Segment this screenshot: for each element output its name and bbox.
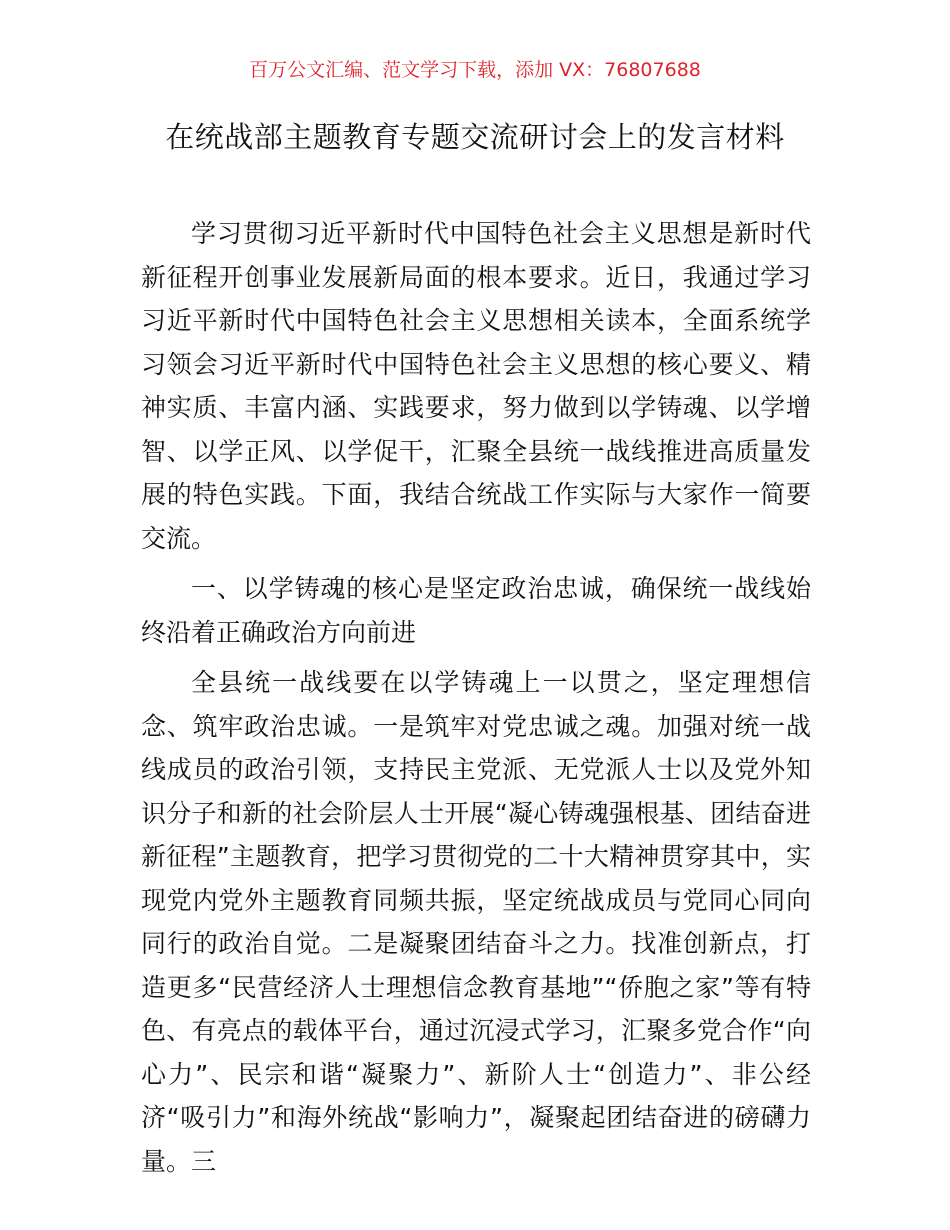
- document-body: [141, 212, 811, 1190]
- section-heading-1: 一、以学铸魂的核心是坚定政治忠诚，确保统一战线始终沿着正确政治方向前进: [141, 574, 811, 647]
- watermark-text: 百万公文汇编、范文学习下载，添加 VX：76807688: [249, 59, 701, 81]
- paragraph-section-1: 全县统一战线要在以学铸魂上一以贯之，坚定理想信念、筑牢政治忠诚。一是筑牢对党忠诚之魂。加强对统一战线成员的政治引领，支持民主党派、无党派人士以及党外知识分子和新的社会阶层人士开展“凝心铸魂强根基、团结奋进新征程”主题教育，把学习贯彻党的二十大精神贯穿其中，实现党内党外主题教育同频共振，坚定统战成员与党同心同向同行的政治自觉。二是凝聚团结奋斗之力。找准创新点，打造更多“民营经济人士理想信念教育基地”“侨胞之家”等有特色、有亮点的载体平台，通过沉浸式学习，汇聚多党合作“向心力”、民宗和谐“凝聚力”、新阶人士“创造力”、非公经济“吸引力”和海外统战“影响力”，凝聚起团结奋进的磅礴力量。三: [141, 668, 811, 1176]
- document-title: 在统战部主题教育专题交流研讨会上的发言材料: [165, 120, 785, 154]
- paragraph-intro: 学习贯彻习近平新时代中国特色社会主义思想是新时代新征程开创事业发展新局面的根本要求。近日，我通过学习习近平新时代中国特色社会主义思想相关读本，全面系统学习领会习近平新时代中国特色社会主义思想的核心要义、精神实质、丰富内涵、实践要求，努力做到以学铸魂、以学增智、以学正风、以学促干，汇聚全县统一战线推进高质量发展的特色实践。下面，我结合统战工作实际与大家作一简要交流。: [141, 219, 811, 553]
